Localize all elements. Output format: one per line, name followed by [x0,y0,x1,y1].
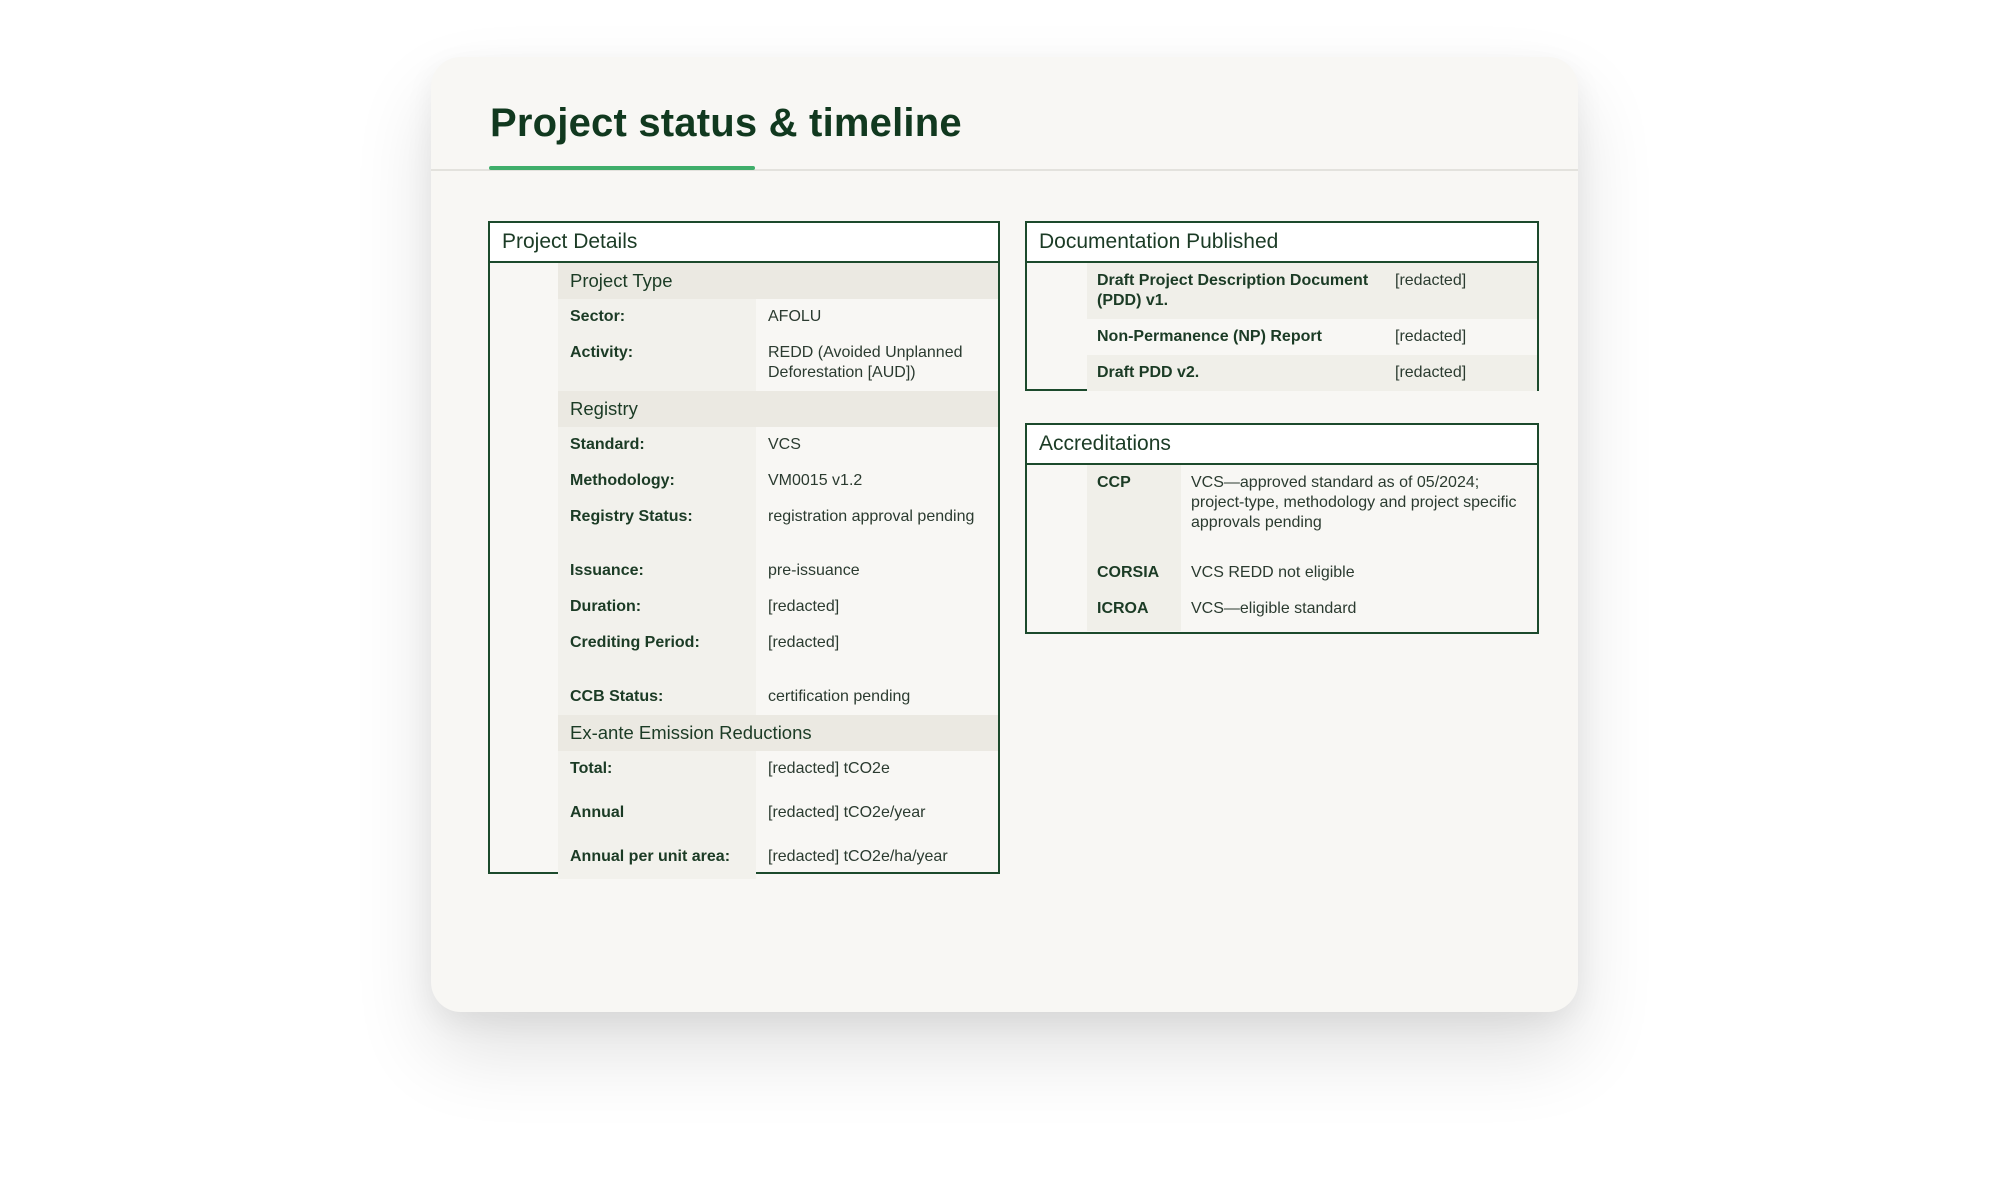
doc-row [1087,319,1537,355]
detail-value: [redacted] tCO2e [768,760,890,777]
detail-row-activity [558,335,998,391]
detail-row-crediting-period [558,625,998,679]
accreditation-row-corsia [1087,555,1537,591]
detail-row-ccb-status [558,679,998,715]
accreditation-row-icroa [1087,591,1537,631]
detail-label: Issuance: [558,553,756,589]
accreditation-label: CORSIA [1087,555,1181,591]
accreditation-label: CCP [1087,465,1181,555]
detail-row-methodology [558,463,998,499]
detail-label: Annual per unit area: [558,839,756,879]
detail-row-registry-status [558,499,998,553]
accreditation-row-ccp [1087,465,1537,555]
detail-row-annual [558,795,998,839]
documentation-body [1087,263,1537,389]
card-header [431,57,1578,171]
title-underline [489,166,755,170]
section-heading-ex-ante: Ex-ante Emission Reductions [558,715,998,751]
detail-value: [redacted] tCO2e/year [768,804,926,821]
detail-value: [redacted] [768,598,840,615]
detail-label: Duration: [558,589,756,625]
section-heading-project-type: Project Type [558,263,998,299]
doc-value: [redacted] [1395,364,1467,381]
accreditations-panel [1025,423,1539,634]
detail-label: CCB Status: [558,679,756,715]
detail-row-standard [558,427,998,463]
project-details-body [558,263,998,872]
accreditation-value: VCS REDD not eligible [1191,564,1355,581]
detail-value: [redacted] [768,634,840,651]
detail-row-issuance [558,553,998,589]
project-details-title: Project Details [490,223,998,263]
documentation-panel [1025,221,1539,391]
detail-value: [redacted] tCO2e/ha/year [768,848,948,865]
doc-value: [redacted] [1395,328,1467,345]
accreditation-label: ICROA [1087,591,1181,631]
detail-label: Activity: [558,335,756,391]
page-title: Project status & timeline [490,101,962,145]
detail-value: VM0015 v1.2 [768,472,863,489]
status-card [431,57,1578,1012]
detail-value: registration approval pending [768,508,975,525]
detail-value: VCS [768,436,801,453]
doc-value: [redacted] [1395,272,1467,289]
detail-row-sector [558,299,998,335]
detail-label: Total: [558,751,756,795]
detail-label: Registry Status: [558,499,756,553]
detail-value: pre-issuance [768,562,860,579]
doc-row [1087,263,1537,319]
detail-label: Annual [558,795,756,839]
detail-row-annual-per-unit-area [558,839,998,879]
detail-row-duration [558,589,998,625]
accreditation-value: VCS—approved standard as of 05/2024; project-type, methodology and project specific approvals pending [1191,474,1517,531]
detail-label: Sector: [558,299,756,335]
accreditations-title: Accreditations [1027,425,1537,465]
detail-value: REDD (Avoided Unplanned Deforestation [AUD]) [768,344,963,381]
detail-value: certification pending [768,688,911,705]
doc-label: Non-Permanence (NP) Report [1097,328,1322,345]
section-heading-registry: Registry [558,391,998,427]
project-details-panel [488,221,1000,874]
detail-label: Standard: [558,427,756,463]
doc-label: Draft PDD v2. [1097,364,1200,381]
doc-row [1087,355,1537,391]
detail-row-total [558,751,998,795]
detail-value: AFOLU [768,308,822,325]
detail-label: Methodology: [558,463,756,499]
detail-label: Crediting Period: [558,625,756,679]
documentation-title: Documentation Published [1027,223,1537,263]
doc-label: Draft Project Description Document (PDD) v1. [1097,272,1369,309]
accreditation-value: VCS—eligible standard [1191,600,1357,617]
accreditations-body [1087,465,1537,632]
